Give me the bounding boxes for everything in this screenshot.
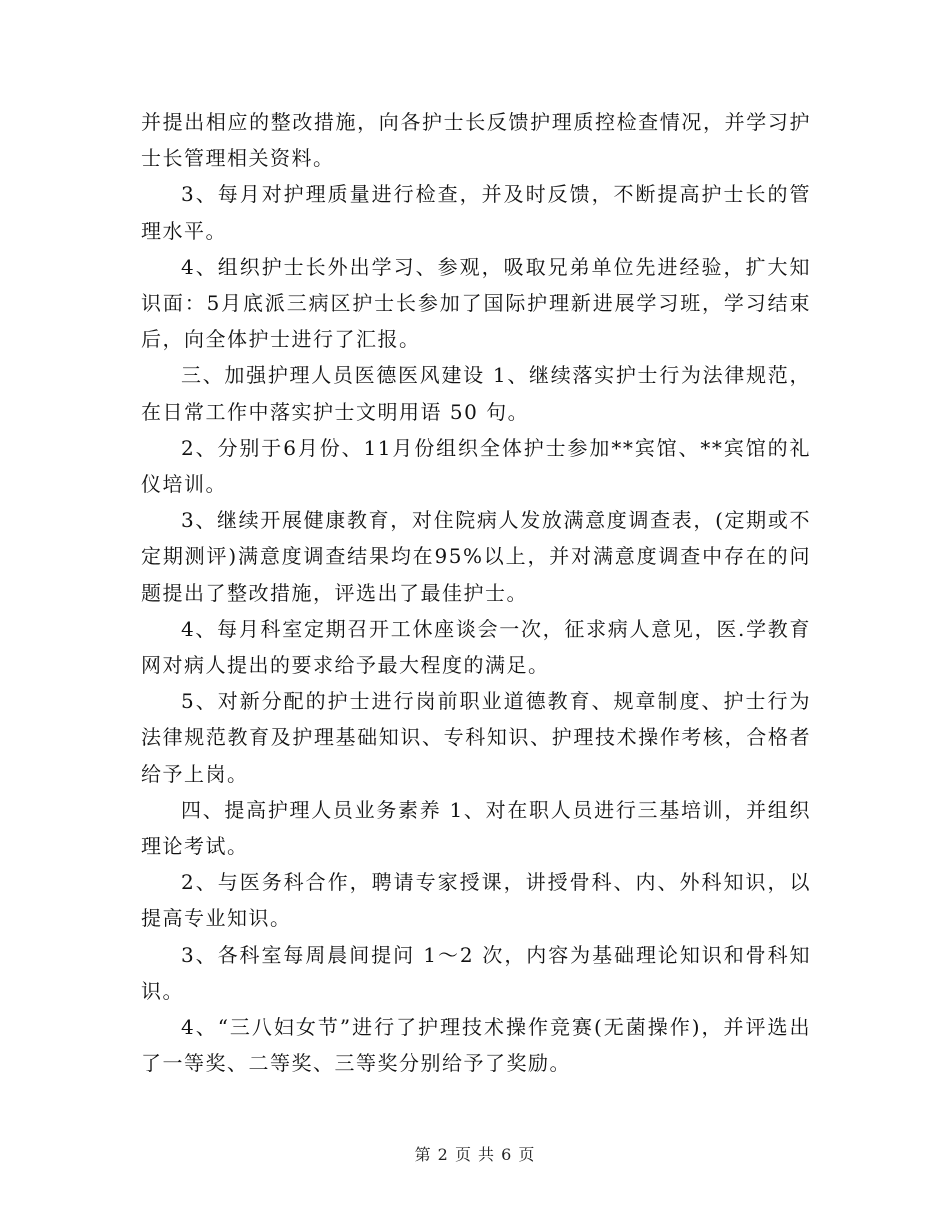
- document-body: [141, 104, 811, 1081]
- paragraph-7: 4、每月科室定期召开工休座谈会一次，征求病人意见，医.学教育网对病人提出的要求给予最大程度的满足。: [141, 616, 811, 678]
- paragraph-6: 3、继续开展健康教育，对住院病人发放满意度调查表，(定期或不定期测评)满意度调查结果均在95%以上，并对满意度调查中存在的问题提出了整改措施，评选出了最佳护士。: [141, 508, 811, 605]
- paragraph-8: 5、对新分配的护士进行岗前职业道德教育、规章制度、护士行为法律规范教育及护理基础知识、专科知识、护理技术操作考核，合格者给予上岗。: [141, 689, 811, 786]
- paragraph-4: 三、加强护理人员医德医风建设 1、继续落实护士行为法律规范，在日常工作中落实护士文明用语 50 句。: [141, 363, 811, 424]
- paragraph-1: 并提出相应的整改措施，向各护士长反馈护理质控检查情况，并学习护士长管理相关资料。: [141, 110, 811, 171]
- page-number: 第 2 页 共 6 页: [414, 1145, 536, 1164]
- paragraph-12: 4、“三八妇女节”进行了护理技术操作竞赛(无菌操作)，并评选出了一等奖、二等奖、三等奖分别给予了奖励。: [141, 1015, 811, 1076]
- paragraph-2: 3、每月对护理质量进行检查，并及时反馈，不断提高护士长的管理水平。: [141, 182, 811, 243]
- paragraph-11: 3、各科室每周晨间提问 1～2 次，内容为基础理论知识和骨科知识。: [141, 942, 811, 1003]
- paragraph-9: 四、提高护理人员业务素养 1、对在职人员进行三基培训，并组织理论考试。: [141, 797, 811, 859]
- paragraph-5: 2、分别于6月份、11月份组织全体护士参加**宾馆、**宾馆的礼仪培训。: [141, 435, 811, 497]
- paragraph-3: 4、组织护士长外出学习、参观，吸取兄弟单位先进经验，扩大知识面：5月底派三病区护士长参加了国际护理新进展学习班，学习结束后，向全体护士进行了汇报。: [141, 254, 811, 352]
- paragraph-10: 2、与医务科合作，聘请专家授课，讲授骨科、内、外科知识，以提高专业知识。: [141, 870, 811, 931]
